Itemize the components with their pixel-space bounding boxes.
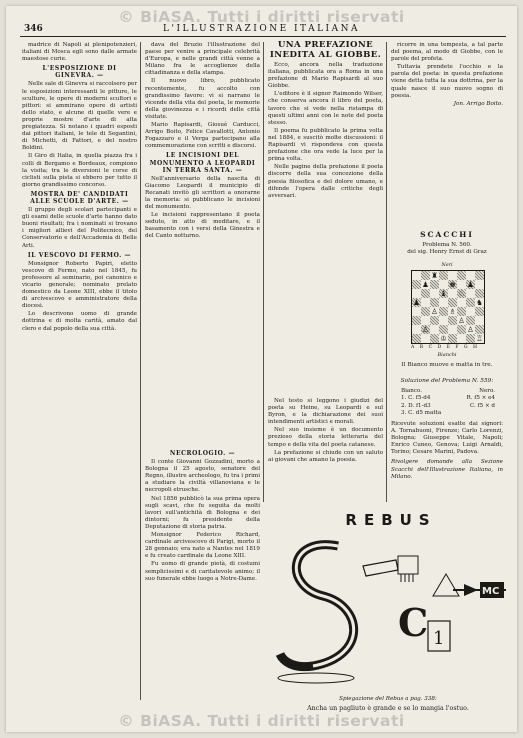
- paragraph: Monsignor Federico Richard, cardinale arcivescovo di Parigi, morto il 28 gennaio; era nato a Nantes nel 1819 e fu creato cardinale da Leone XIII.: [145, 532, 260, 560]
- chess-square: [448, 325, 457, 334]
- chess-square: [448, 271, 457, 280]
- chess-square: [475, 271, 484, 280]
- article-column-3-continued: [268, 398, 383, 506]
- move-white: 2. D. f1-d3: [401, 402, 431, 409]
- solution-move: [401, 395, 495, 402]
- paragraph: Il gruppo degli scolari partecipanti e gli esami delle scuole d'arte hanno dato buoni risultati; fra i nominati si trovano i migliori allievi del Politecnico, del Conservatorio e dell'Accademia di Belle Arti.: [22, 207, 137, 249]
- chess-square: [412, 271, 421, 280]
- paragraph: Il conte Giovanni Gozzadini, morto a Bologna il 25 agosto, senatore del Regno, illustre archeologo, fu tra i primi a studiare la civiltà villanoviana e le necropoli etrusche.: [145, 459, 260, 494]
- chess-square: [439, 316, 448, 325]
- chess-square: [421, 298, 430, 307]
- chess-square: [457, 334, 466, 343]
- paragraph: dava del Bruzio l'illustrazione del paese per venire a principale celebrità d'Europa, e nelle grandi città venne a Milano fra le accoglienze della cittadinanza e della stampa.: [145, 42, 260, 77]
- chess-square: [475, 289, 484, 298]
- article-column-1: [22, 42, 137, 702]
- article-signature: Jon. Arrigo Boito.: [453, 100, 503, 107]
- chess-square: [475, 307, 484, 316]
- chess-piece-square: ♘: [458, 289, 465, 298]
- rebus-letter-c: C: [398, 600, 429, 645]
- chess-square: [430, 334, 439, 343]
- chess-piece-square: ♟: [422, 280, 429, 289]
- header-rule: [20, 36, 506, 37]
- chess-square: [466, 271, 475, 280]
- article-heading: UNA PREFAZIONE INEDITA AL GIOBBE.: [269, 40, 382, 60]
- chess-square: [457, 298, 466, 307]
- chess-piece-square: ♙: [458, 316, 465, 325]
- chess-square: [421, 307, 430, 316]
- paragraph: L'editore è il signor Raimondo Wilser, che conserva ancora il libro del poeta, lavoro che si vede nella ristampa di questi ultimi anni con le note del poeta stesso.: [268, 91, 383, 126]
- watermark-bottom: © BiASA. Tutti i diritti riservati: [118, 712, 405, 730]
- chess-piece-square: ♝: [440, 289, 447, 298]
- article-column-3: [268, 62, 383, 394]
- paragraph: Lo descrivono uomo di grande dottrina e di molta carità, amato dal clero e dal popolo della sua città.: [22, 311, 137, 332]
- paragraph: Ecco, ancorà nella traduzione italiana, pubblicata ora a Roma in una prefazione di Mario Rapisardi al suo Giobbe.: [268, 62, 383, 90]
- paragraph: Monsignor Roberto Papiri, eletto vescovo di Fermo, nato nel 1845, fu professore al seminario, poi canonico e vicario generale; nominato prelato domestico da Leone XIII, ebbe il titolo di arcivescovo e amministratore della diocesi.: [22, 260, 137, 310]
- column-divider: [263, 42, 264, 502]
- paragraph: Nelle sale di Ginevra si raccolsero per le esposizioni interessanti le pitture, le sculture, le opere di moderni scultori e pittori: si ammirano opere di artisti dello stato, e alcune di quelle vere e proprie mostre d'arte di alta pregiatezza. Si notano i quadri esposti dai pittori italiani, le tele di Segantini, di Michetti, di Fattori, e del nostro Boldini.: [22, 81, 137, 152]
- chess-square: [430, 325, 439, 334]
- chess-square: [448, 289, 457, 298]
- problem-statement: Il Bianco muove e matta in tre.: [401, 362, 493, 368]
- page: [6, 6, 517, 732]
- chess-square: [412, 325, 421, 334]
- paragraph: ricorre in una tempesta, a tal parte del poema, al modo di Giobbe, con le parole del profeta.: [391, 42, 503, 63]
- chess-square: [448, 334, 457, 343]
- chess-square: [421, 271, 430, 280]
- solution-header-white: Bianco.: [401, 388, 423, 394]
- section-heading: IL VESCOVO DI FERMO. —: [27, 251, 132, 259]
- chess-square: [466, 289, 475, 298]
- chess-subtitle: [391, 242, 503, 256]
- move-black: C. f5 × d: [469, 402, 495, 409]
- running-title: L'ILLUSTRAZIONE ITALIANA: [163, 24, 360, 34]
- solution-move: [401, 410, 495, 417]
- chess-square: [430, 280, 439, 289]
- section-heading: MOSTRA DE' CANDIDATI ALLE SCUOLE D'ARTE. —: [30, 190, 129, 205]
- chess-board: [411, 270, 485, 344]
- solution-title: Soluzione del Problema N. 559:: [400, 378, 494, 384]
- article-column-2: [145, 42, 260, 432]
- chess-square: [466, 307, 475, 316]
- solution-table: [401, 388, 495, 417]
- chess-square: [412, 334, 421, 343]
- watermark-top: © BiASA. Tutti i diritti riservati: [118, 8, 405, 26]
- problem-author: del sig. Henry Ernst di Graz: [407, 249, 487, 255]
- chess-square: [448, 316, 457, 325]
- chess-square: [475, 316, 484, 325]
- paragraph: Tuttavia prendete l'occhio e la parola del poeta: in questa prefazione viene detta tutta la sua dottrina, per la quale nasce il suo nuovo sogno di poesia.: [391, 64, 503, 99]
- chess-piece-square: ♙: [467, 325, 474, 334]
- paragraph: Nel suo insieme è un documento prezioso della storia letteraria del tempo e della vita del poeta catanese.: [268, 427, 383, 448]
- chess-square: [457, 325, 466, 334]
- chess-square: [439, 298, 448, 307]
- move-white: 3. C. d5 matta: [401, 409, 442, 416]
- rebus-number: 1: [433, 628, 445, 649]
- chess-square: [457, 271, 466, 280]
- chess-square: [421, 289, 430, 298]
- chess-piece-square: ♙: [431, 307, 438, 316]
- chess-square: [439, 325, 448, 334]
- paragraph: Nell'anniversario della nascita di Giacomo Leopardi il municipio di Recanati invitò gli scrittori a onorarne la memoria: si pubblicano le incisioni del monumento.: [145, 175, 260, 211]
- chess-piece-square: ♟: [413, 298, 420, 307]
- paragraph: Nel 1856 pubblicò la sua prima opera sugli scavi, che fu seguita da molti lavori sull'antichità di Bologna e dei dintorni; fu presidente della Deputazione di storia patria.: [145, 495, 260, 530]
- problem-number: Problema N. 560.: [422, 242, 472, 248]
- column-divider: [140, 42, 141, 700]
- paragraph: Il nuovo libro, pubblicato recentemente, fu accolto con grandissimo favore: vi si narrano le vicende della vita del poeta, le memorie della giovinezza e i ricordi delle città visitate.: [145, 78, 260, 120]
- paragraph: La prefazione si chiude con un saluto ai giovani che amano la poesia.: [268, 449, 383, 463]
- chess-square: [412, 307, 421, 316]
- solvers-text: Ricevute soluzioni esatte dai signori: A. Tornabuoni, Firenze; Carlo Lorenzi, Bologna; Giuseppe Vitale, Napoli; Enrico Cuneo, Genova; Luigi Arnaldi, Torino; Cesare Marini, Padova.: [391, 421, 503, 456]
- chess-square: [475, 325, 484, 334]
- chess-square: [457, 307, 466, 316]
- chess-piece-square: ♜: [431, 271, 438, 280]
- paragraph: Il poema fu pubblicato la prima volta nel 1884, e suscitò molte discussioni: il Rapisardi vi rispondeva con questa prefazione che ora vede la luce per la prima volta.: [268, 127, 383, 163]
- chess-square: [439, 307, 448, 316]
- chess-square: [439, 271, 448, 280]
- chess-square: [430, 298, 439, 307]
- board-files: ABCDEFGH: [411, 345, 483, 350]
- chess-note: Rivolgere domande alla Sezione Scacchi dell'Illustrazione Italiana, in Milano.: [391, 459, 503, 480]
- chess-square: [439, 280, 448, 289]
- paragraph: Mario Rapisardi, Giosuè Carducci, Arrigo Boito, Felice Cavallotti, Antonio Fogazzaro e il Verga partecipano alla commemorazione con scritti e discorsi.: [145, 122, 260, 150]
- page-number: 346: [24, 24, 43, 34]
- chess-square: [412, 289, 421, 298]
- chess-square: [466, 298, 475, 307]
- chess-square: [430, 289, 439, 298]
- section-heading: L'ESPOSIZIONE DI GINEVRA. —: [42, 65, 117, 80]
- chess-piece-square: ♙: [422, 325, 429, 334]
- rebus-illustration: [268, 526, 508, 691]
- rebus-mc: MC: [482, 586, 500, 597]
- paragraph: Nel testo si leggono i giudizi del poeta su Heine, su Leopardi e sul Byron, e la dichiarazione dei suoi intendimenti artistici e morali.: [268, 398, 383, 426]
- white-label: Bianchi: [437, 352, 457, 358]
- chess-square: [412, 316, 421, 325]
- move-white: 1. C. f5-d4: [401, 395, 431, 402]
- paragraph: Nelle pagine della prefazione il poeta discorre della sua concezione della poesia filosofica e del dolore umano, e difende l'opera dalle critiche degli avversari.: [268, 164, 383, 199]
- chess-piece-square: ♟: [467, 280, 474, 289]
- solution-header-black: Nero.: [479, 388, 495, 394]
- black-label: Neri: [441, 262, 453, 268]
- paragraph: madrice di Napoli ai plenipotenzieri, italiani di Mosca egli sono dalle armate maestose curie.: [22, 42, 137, 63]
- solution-header: [401, 388, 495, 395]
- chess-square: [421, 334, 430, 343]
- rebus-solution: Ancha un pagliuto è grande e se lo mangia l'ostuo.: [307, 705, 469, 712]
- section-heading: NECROLOGIO. —: [169, 450, 236, 457]
- chess-piece-square: ♖: [476, 334, 483, 343]
- chess-piece-square: ♗: [449, 307, 456, 316]
- chess-square: [421, 316, 430, 325]
- rebus-title: REBUS: [345, 511, 437, 529]
- chess-square: [412, 280, 421, 289]
- chess-square: [466, 334, 475, 343]
- chess-title: SCACCHI: [420, 230, 474, 239]
- chess-piece-square: ♚: [449, 280, 456, 289]
- chess-square: [475, 280, 484, 289]
- column-divider: [386, 42, 387, 502]
- section-heading: LE INCISIONI DEL MONUMENTO A LEOPARDI IN TERRA SANTA. —: [149, 152, 256, 174]
- solution-move: [401, 403, 495, 410]
- paragraph: Il Giro di Italia, in quella piazza fra i colli di Bergamo e Bordeaux, compiono la visita; tra le diversioni le corse di ciclisti sulla pista si ebbero per tutto il giorno grandissimo concorso.: [22, 153, 137, 188]
- paragraph: Fu uomo di grande pietà, di costumi semplicissimi e di caritatevole animo; il suo funerale ebbe luogo a Notre-Dame.: [145, 561, 260, 582]
- chess-piece-square: ♔: [440, 334, 447, 343]
- chess-square: [430, 316, 439, 325]
- chess-piece-square: ♞: [476, 298, 483, 307]
- article-column-4: [391, 42, 503, 227]
- necrology-column: [145, 448, 260, 694]
- paragraph: Le incisioni rappresentano il poeta seduto, in atto di meditare, e il basamento con i versi della Ginestra e del Canto notturno.: [145, 212, 260, 240]
- solvers-list: [391, 421, 503, 481]
- chess-square: [466, 316, 475, 325]
- chess-square: [457, 280, 466, 289]
- move-black: R. f5 × e4: [466, 395, 495, 402]
- chess-square: [448, 298, 457, 307]
- rebus-caption: Spiegazione del Rebus a pag. 338:: [339, 696, 437, 702]
